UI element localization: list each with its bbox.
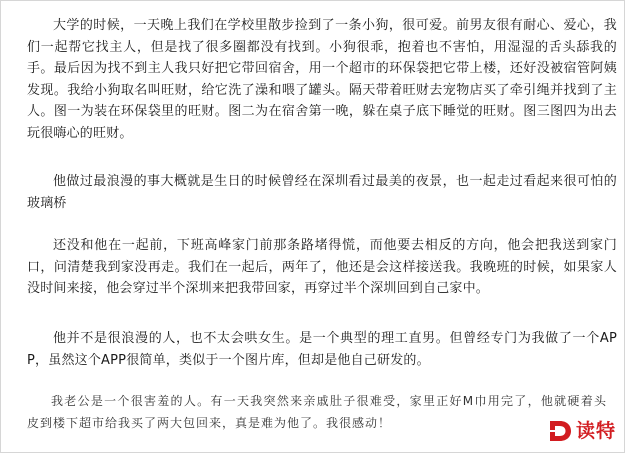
paragraph-5: 我老公是一个很害羞的人。有一天我突然来亲戚肚子很难受，家里正好M巾用完了，他就硬着头皮到楼下超市给我买了两大包回来，真是难为他了。我很感动！ — [27, 394, 607, 430]
dute-logo-text: 读特 — [575, 420, 616, 442]
d-logo-icon — [547, 419, 573, 443]
paragraph-4: 他并不是很浪漫的人，也不太会哄女生。是一个典型的理工直男。但曾经专门为我做了一个APP，虽然这个APP很简单，类似于一个图片库，但却是他自己研发的。 — [27, 331, 617, 368]
paragraph-1: 大学的时候，一天晚上我们在学校里散步捡到了一条小狗，很可爱。前男友很有耐心、爱心，我们一起帮它找主人，但是找了很多圈都没有找到。小狗很乖，抱着也不害怕，用湿湿的舌头舔我的手。最后因为找不到主人我只好把它带回宿舍，用一个超市的环保袋把它带上楼，还好没被宿管阿姨发现。我给小狗取名叫旺财，给它洗了澡和喂了罐头。隔天带着旺财去宠物店买了牵引绳并找到了主人。图一为装在环保袋里的旺财。图二为在宿舍第一晚，躲在桌子底下睡觉的旺财。图三图四为出去玩很嗨心的旺财。 — [27, 18, 617, 141]
dute-logo — [547, 418, 616, 444]
paragraph-3: 还没和他在一起前，下班高峰家门前那条路堵得慌，而他要去相反的方向，他会把我送到家门口，问清楚我到家没再走。我们在一起后，两年了，他还是会这样接送我。我晚班的时候，如果家人没时间来接，他会穿过半个深圳来把我带回家，再穿过半个深圳回到自己家中。 — [27, 238, 617, 296]
paragraph-2: 他做过最浪漫的事大概就是生日的时候曾经在深圳看过最美的夜景，也一起走过看起来很可怕的玻璃桥 — [27, 174, 617, 211]
